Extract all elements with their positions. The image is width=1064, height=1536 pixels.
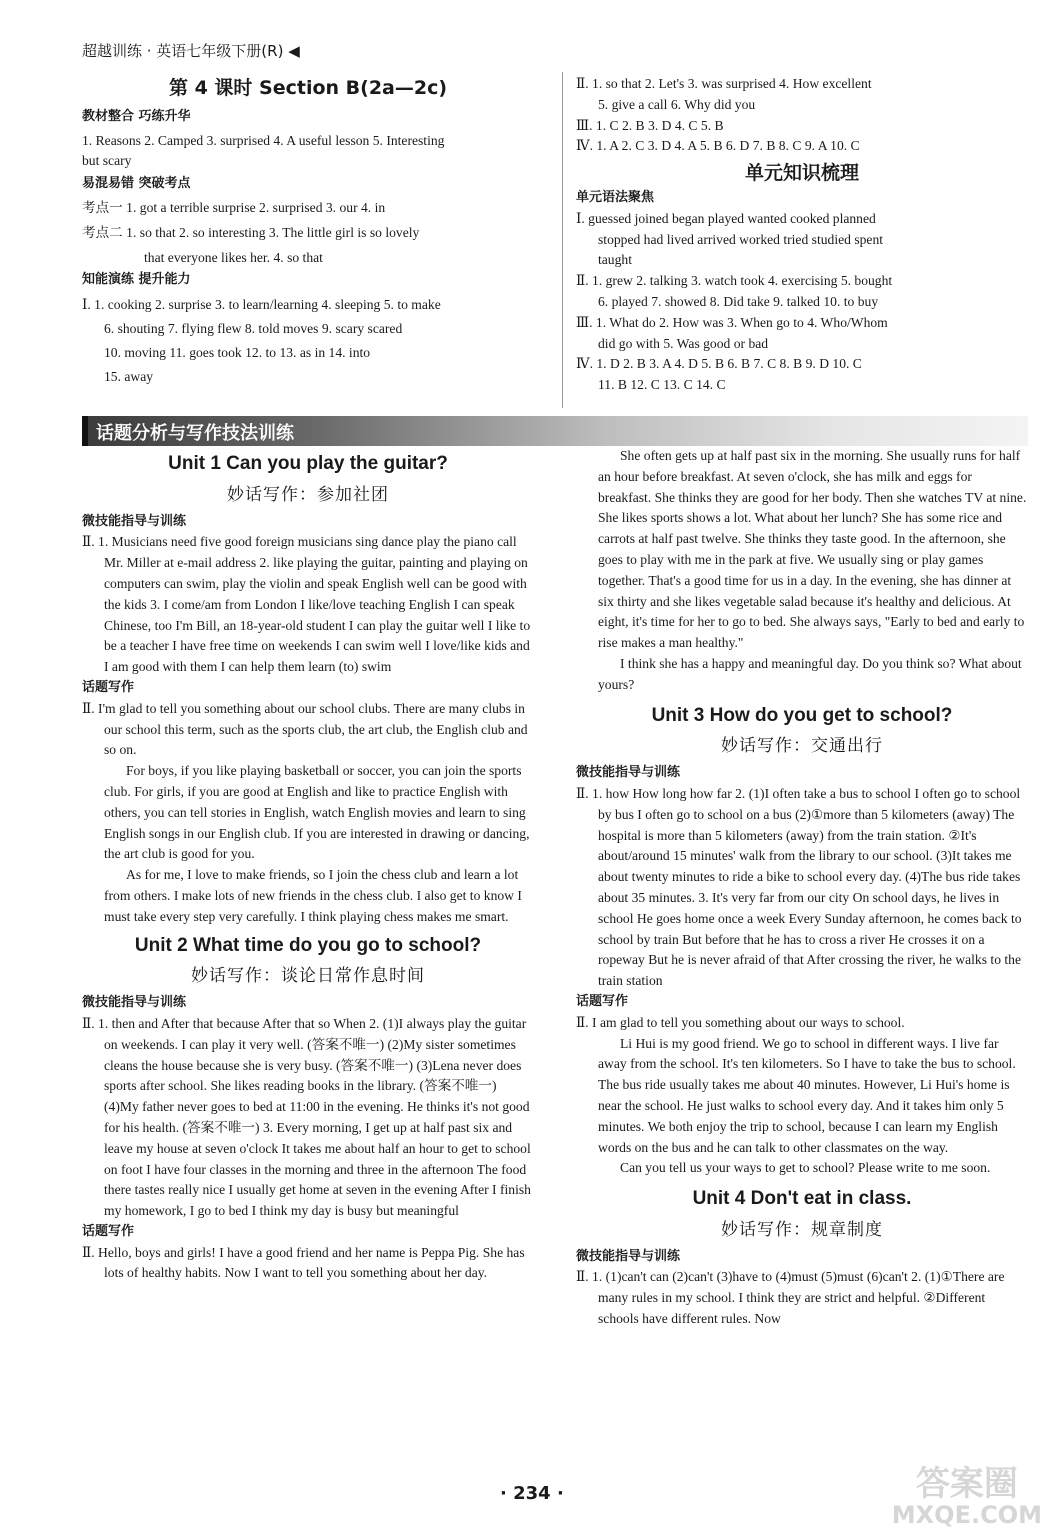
section-label: 话题写作 bbox=[82, 679, 135, 695]
section-label: 易混易错 突破考点 bbox=[82, 176, 191, 192]
answer-paragraph: Ⅱ. 1. then and After that because After that so When 2. (1)I always play the guitar on weekends. I can play it very well. (答案不唯一) (2)My sister sometimes cleans the house because she is very busy. (答案不唯一) (3)Lena never does sports after school. She likes reading books in the library. (答案不唯一) (4)My father never goes to bed at 11:00 in the evening. He thinks it's not good for his health. (答案不唯一) 3. Every morning, I get up at half past six and leave my house at seven o'clock It takes me about half an hour to get to school on foot I have four classes in the morning and three in the afternoon The food there tastes really nice I usually get home at seven in the evening After I finish my homework, I go to bed I think my day is busy but meaningful bbox=[82, 1015, 531, 1219]
unit-title: Unit 2 What time do you go to school? bbox=[134, 934, 482, 956]
answer-line: Ⅳ. 1. A 2. C 3. D 4. A 5. B 6. D 7. B 8. C 9. A 10. C bbox=[576, 138, 860, 154]
top-left-column bbox=[82, 78, 534, 387]
answer-line: Ⅲ. 1. What do 2. How was 3. When go to 4. Who/Whom bbox=[576, 314, 888, 330]
section-label: 知能演练 提升能力 bbox=[82, 272, 191, 288]
answer-line: Ⅱ. 1. grew 2. talking 3. watch took 4. exercising 5. bought bbox=[576, 273, 893, 289]
essay-paragraph: Ⅱ. I'm glad to tell you something about our school clubs. There are many clubs in our school this term, such as the sports club, the art club, the English club and so on. bbox=[82, 700, 528, 758]
page-number: · 234 · bbox=[500, 1483, 564, 1504]
answer-line: 15. away bbox=[104, 368, 154, 384]
essay-paragraph: As for me, I love to make friends, so I join the chess club and learn a lot from others. I make lots of new friends in the chess club. I also get to know I must take every step very carefully. I think playing chess makes me smart. bbox=[104, 867, 522, 924]
answer-line: Ⅰ. 1. cooking 2. surprise 3. to learn/learning 4. sleeping 5. to make bbox=[82, 297, 441, 313]
answer-paragraph: Ⅱ. 1. how How long how far 2. (1)I often take a bus to school I often go to school by bus I often go to school on a bus (2)①more than 5 kilometers (away) The hospital is more than 5 kilometers (away) from the train station. ②It's about/around 15 minutes' walk from the library to our school. (3)It takes me about twenty minutes to ride a bike to school every day. (4)The bus ride takes about 35 minutes. 3. It's very far from our city On school days, he lives in school He goes home once a week Every Sunday afternoon, he comes back to school by train But before that he has to cross a river He crosses it on a ropeway But he is never afraid of that After crossing the river, he walks to the train station bbox=[576, 785, 1022, 989]
answer-line: 1. Reasons 2. Camped 3. surprised 4. A useful lesson 5. Interesting bbox=[82, 132, 445, 148]
running-header: 超越训练 · 英语七年级下册(R) ◀ bbox=[82, 42, 300, 60]
answer-paragraph: Ⅱ. 1. Musicians need five good foreign musicians sing dance play the piano call Mr. Miller at e-mail address 2. like playing the guitar, painting and playing on computers can swim, play the violin and speak English well can be good with the kids 3. I come/am from London I like/love teaching English I can speak Chinese, too I'm Bill, an 18-year-old student I can play the guitar well I like to be a teacher I have free time on weekends I can swim well I love/like kids and I am good with them I can help them learn (to) swim bbox=[82, 534, 531, 675]
section-label: 教材整合 巧练升华 bbox=[82, 108, 191, 124]
section-label: 话题写作 bbox=[82, 1223, 135, 1239]
section-label: 微技能指导与训练 bbox=[82, 995, 187, 1011]
answer-line: Ⅲ. 1. C 2. B 3. D 4. C 5. B bbox=[576, 117, 724, 133]
essay-paragraph: Li Hui is my good friend. We go to school in different ways. I live far away from the school. It's ten kilometers. So I have to take the bus to school. The bus ride usually takes me about 40 minutes. However, Li Hui's home is near the school. He just walks to school every day. And it takes him only 5 minutes. We both enjoy the trip to school, because I can learn my English words on the bus and he can talk to other classmates on the way. bbox=[598, 1035, 1016, 1155]
banner-title: 话题分析与写作技法训练 bbox=[96, 423, 294, 444]
unit-title: Unit 3 How do you get to school? bbox=[651, 704, 953, 726]
unit-subtitle: 妙话写作：规章制度 bbox=[721, 1219, 883, 1240]
right-lower-column bbox=[576, 446, 1028, 1330]
unit-subtitle: 妙话写作：交通出行 bbox=[721, 736, 883, 757]
top-right-column bbox=[576, 74, 1028, 396]
essay-paragraph: I think she has a happy and meaningful day. Do you think so? What about yours? bbox=[598, 655, 1022, 692]
answer-line: stopped had lived arrived worked tried studied spent bbox=[598, 231, 884, 247]
essay-paragraph: Ⅱ. Hello, boys and girls! I have a good friend and her name is Peppa Pig. She has lots of healthy habits. Now I want to tell you something about her day. bbox=[82, 1244, 525, 1281]
answer-paragraph: Ⅱ. 1. (1)can't can (2)can't (3)have to (4)must (5)must (6)can't 2. (1)①There are many rules in my school. I think they are strict and helpful. ②Different schools have different rules. Now bbox=[576, 1269, 1005, 1327]
section-banner bbox=[82, 416, 1028, 446]
answer-line: but scary bbox=[82, 153, 132, 169]
unit-subtitle: 妙话写作：参加社团 bbox=[227, 484, 389, 505]
answer-line: did go with 5. Was good or bad bbox=[598, 335, 769, 351]
answer-line: 6. shouting 7. flying flew 8. told moves 9. scary scared bbox=[104, 320, 403, 336]
essay-paragraph: For boys, if you like playing basketball or soccer, you can join the sports club. For girls, if you are good at English and like to practice English with others, you can tell stories in English, watch English movies and learn to sing English songs in our English club. If you are interested in drawing or dancing, the art club is good for you. bbox=[104, 763, 530, 862]
section-label: 单元语法聚焦 bbox=[576, 189, 655, 205]
unit-title: Unit 4 Don't eat in class. bbox=[692, 1188, 912, 1210]
essay-paragraph: Can you tell us your ways to get to school? Please write to me soon. bbox=[620, 1160, 991, 1176]
unit-summary-title: 单元知识梳理 bbox=[744, 162, 859, 185]
banner-accent bbox=[82, 416, 88, 446]
essay-paragraph: Ⅱ. I am glad to tell you something about our ways to school. bbox=[576, 1014, 905, 1030]
watermark-line: 答案圈 bbox=[915, 1464, 1018, 1504]
watermark-logo bbox=[892, 1466, 1042, 1528]
watermark-line: MXQE.COM bbox=[891, 1501, 1042, 1529]
left-lower-column bbox=[82, 454, 534, 1284]
answer-line: 11. B 12. C 13. C 14. C bbox=[598, 377, 726, 393]
answer-line: taught bbox=[598, 252, 632, 268]
essay-paragraph: She often gets up at half past six in the morning. She usually runs for half an hour before breakfast. At seven o'clock, she has milk and eggs for breakfast. She thinks they are good for her body. Then she watches TV at nine. She likes sports shows a lot. What about her lunch? She has some rice and carrots at half past twelve. She thinks they taste good. In the afternoon, she goes to play with me in the park at five. We usually sing or play games together. That's a good time for us in a day. In the evening, she has dinner at six thirty and she likes vegetable salad because it's healthy and delicious. At eight, it's time for her to go to bed. She always says, "Early to bed and early to rise makes a man healthy." bbox=[598, 448, 1027, 651]
lesson-title: 第 4 课时 Section B(2a—2c) bbox=[168, 77, 448, 99]
answer-line: Ⅰ. guessed joined began played wanted cooked planned bbox=[576, 210, 876, 226]
column-divider bbox=[562, 72, 563, 408]
section-label: 微技能指导与训练 bbox=[82, 513, 187, 529]
answer-line: 5. give a call 6. Why did you bbox=[598, 96, 756, 112]
answer-line: 考点二 1. so that 2. so interesting 3. The little girl is so lovely bbox=[82, 224, 420, 240]
answer-line: that everyone likes her. 4. so that bbox=[144, 249, 323, 265]
answer-line: Ⅱ. 1. so that 2. Let's 3. was surprised 4. How excellent bbox=[576, 76, 872, 91]
section-label: 微技能指导与训练 bbox=[576, 765, 681, 781]
unit-title: Unit 1 Can you play the guitar? bbox=[168, 453, 448, 474]
answer-line: Ⅳ. 1. D 2. B 3. A 4. D 5. B 6. B 7. C 8. B 9. D 10. C bbox=[576, 356, 862, 372]
answer-line: 6. played 7. showed 8. Did take 9. talked 10. to buy bbox=[598, 293, 879, 309]
answer-line: 10. moving 11. goes took 12. to 13. as in 14. into bbox=[104, 344, 371, 360]
answer-line: 考点一 1. got a terrible surprise 2. surprised 3. our 4. in bbox=[82, 199, 386, 215]
section-label: 微技能指导与训练 bbox=[576, 1248, 681, 1264]
unit-subtitle: 妙话写作：谈论日常作息时间 bbox=[191, 966, 425, 987]
section-label: 话题写作 bbox=[576, 993, 629, 1009]
